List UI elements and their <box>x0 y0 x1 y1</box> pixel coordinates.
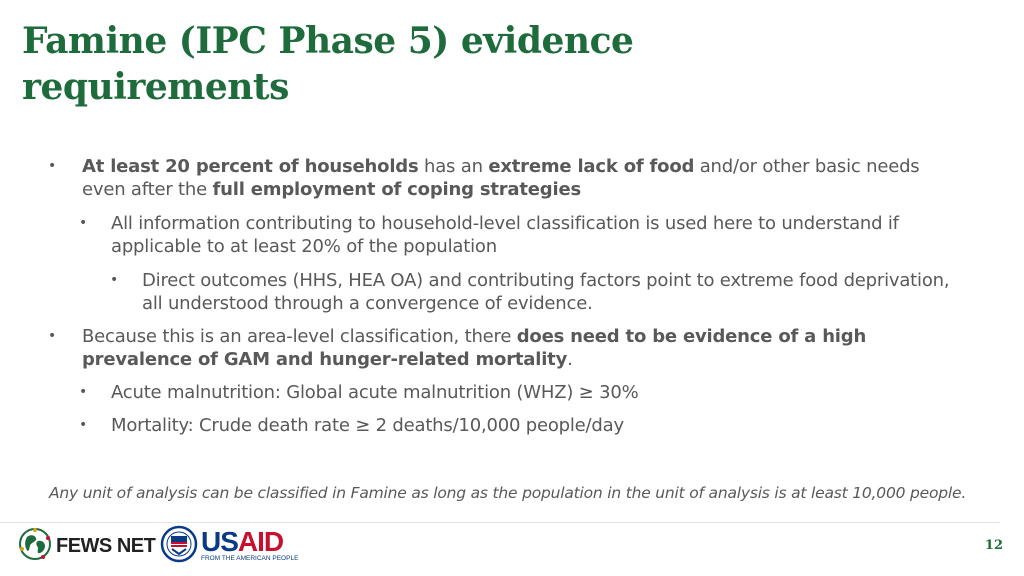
bullet-text: Acute malnutrition: Global acute malnutrition (WHZ) ≥ 30% <box>111 382 639 403</box>
usaid-logo <box>160 526 298 566</box>
bullet-text: All information contributing to household-level classification is used here to understand if applicable to at least 20% of the population <box>111 213 899 257</box>
bold-phrase: extreme lack of food <box>488 156 695 177</box>
bullet-text: Mortality: Crude death rate ≥ 2 deaths/10,000 people/day <box>111 415 624 436</box>
bullet-text: Direct outcomes (HHS, HEA OA) and contributing factors point to extreme food deprivation, all understood through a convergence of evidence. <box>142 270 950 314</box>
fews-net-wordmark: FEWS NET <box>56 534 156 557</box>
sub-bullet-item <box>79 414 971 437</box>
bullet-dot: • <box>79 215 88 231</box>
slide-title: Famine (IPC Phase 5) evidence requirements <box>22 20 634 108</box>
fews-net-logo <box>18 527 155 565</box>
bold-phrase: full employment of coping strategies <box>212 179 581 200</box>
usaid-wordmark-text <box>201 526 298 557</box>
bullet-dot: • <box>79 384 88 400</box>
sub-bullet-item <box>79 381 971 404</box>
footnote: Any unit of analysis can be classified in Famine as long as the population in the unit of analysis is at least 10,000 people. <box>49 484 967 502</box>
bullet-dot: • <box>48 328 57 344</box>
usaid-wordmark <box>201 526 299 563</box>
bullet-dot: • <box>48 158 57 174</box>
text-run: and/or other basic needs even after the <box>82 156 920 200</box>
sub-sub-bullet-item <box>110 269 962 315</box>
globe-icon <box>18 527 52 565</box>
usaid-tagline: FROM THE AMERICAN PEOPLE <box>201 555 299 562</box>
page-number: 12 <box>984 538 1003 553</box>
bold-phrase: does need to be evidence of a high prevalence of GAM and hunger-related mortality <box>82 326 867 370</box>
usaid-us: US <box>201 526 238 557</box>
text-run: . <box>567 349 573 370</box>
bullet-item <box>48 325 962 371</box>
bullet-dot: • <box>110 272 119 288</box>
bullet-dot: • <box>79 417 88 433</box>
bullet-text <box>82 325 962 371</box>
text-run: Because this is an area-level classification, there <box>82 326 517 347</box>
footer-divider <box>0 522 1000 523</box>
usaid-aid: AID <box>237 526 284 557</box>
sub-bullet-item <box>79 212 971 258</box>
bold-phrase: At least 20 percent of households <box>82 156 419 177</box>
usaid-seal-icon <box>160 525 198 567</box>
bullet-item <box>48 155 962 201</box>
text-run: has an <box>418 156 489 177</box>
bullet-text <box>82 155 962 201</box>
